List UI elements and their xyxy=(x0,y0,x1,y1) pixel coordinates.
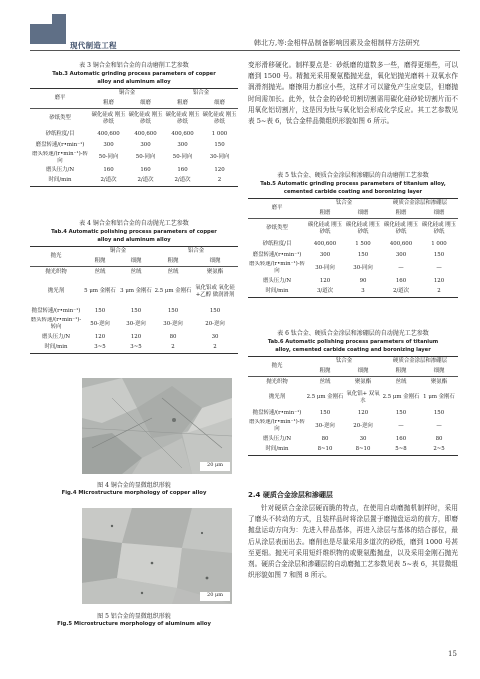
table-cell: 8~10 xyxy=(306,445,344,456)
table4-sub-header: 细抛 xyxy=(192,257,238,267)
table-cell: 3 μm 金刚石 xyxy=(120,288,152,294)
table6-caption-cn: 表 6 钛合金、硬质合金涂层和渗硼层的自动抛光工艺参数 xyxy=(277,330,429,337)
table-cell: 150 xyxy=(209,307,221,314)
table-cell: 30 xyxy=(359,435,367,442)
table-cell: 400,600 xyxy=(97,130,120,137)
table-cell: 120 xyxy=(94,333,106,340)
table-cell: 3~5 xyxy=(118,343,154,354)
header-rule xyxy=(30,50,460,51)
table-row-label: 磨头转速/(r•min⁻¹)-转向 xyxy=(30,317,82,330)
table-cell: 氧化铝+ 双氧水 xyxy=(346,390,380,404)
table-cell: 400,600 xyxy=(134,130,157,137)
table-cell: 160 xyxy=(103,166,114,173)
table-row xyxy=(30,109,238,129)
table-cell: 30-同向 xyxy=(353,264,373,271)
table4-block xyxy=(30,220,238,354)
table-cell: 3 xyxy=(344,287,382,298)
table5-caption-cn: 表 5 钛合金、硬质合金涂层和渗硼层的自动磨削工艺参数 xyxy=(277,172,429,179)
table-cell: 碳化硅或 刚玉砂纸 xyxy=(165,111,200,125)
table-cell: 300 xyxy=(177,141,188,148)
table-row-label: 磨头转速/(r•min⁻¹)-转向 xyxy=(249,261,305,274)
table-row xyxy=(30,343,238,354)
table-cell: 80 xyxy=(169,333,177,340)
table-cell: 300 xyxy=(395,251,407,258)
table-cell: 丝绒 xyxy=(395,378,407,385)
table6-block xyxy=(248,330,458,456)
table-cell: — xyxy=(398,422,404,429)
table4-sub-header: 粗抛 xyxy=(82,257,118,267)
table5 xyxy=(248,198,458,298)
table-cell: 2 xyxy=(192,343,238,354)
table-row-label: 砂纸粒度/目 xyxy=(45,130,75,137)
table6-sub-header: 细抛 xyxy=(344,367,382,377)
table-cell: 碳化硅或 刚玉砂纸 xyxy=(345,221,381,235)
table-cell: 150 xyxy=(395,409,407,416)
figure4-caption-en: Fig.4 Microstructure morphology of copper alloy xyxy=(61,490,207,496)
table6-caption-en-1: Tab.6 Automatic polishing process parameters of titanium xyxy=(267,339,439,345)
table4-group-1: 铜合金 xyxy=(82,247,154,257)
table5-caption-en-1: Tab.5 Automatic grinding process parameters of titanium alloy, xyxy=(260,181,446,187)
table-cell: 150 xyxy=(130,307,142,314)
table-row xyxy=(30,317,238,332)
table-cell: 50-同向 xyxy=(172,154,193,160)
table-row-label: 时间/min xyxy=(248,445,306,456)
table-row xyxy=(30,176,238,187)
table-cell: 120 xyxy=(433,277,445,284)
table-cell: 150 xyxy=(94,307,106,314)
table-row xyxy=(248,388,458,408)
table-row xyxy=(30,278,238,306)
table-cell: 2/道次 xyxy=(164,176,201,187)
table4-caption-en-2: alloy and aluminum alloy xyxy=(97,237,171,243)
table-cell: 碳化硅或 刚玉砂纸 xyxy=(91,111,126,125)
table-cell: 丝绒 xyxy=(94,268,106,275)
table6 xyxy=(248,356,458,456)
table-cell: 碳化硅或 刚玉砂纸 xyxy=(307,221,343,235)
table-cell: 1 000 xyxy=(211,130,228,137)
table-cell: 2.5 μm 金刚石 xyxy=(154,288,192,294)
table-row xyxy=(30,151,238,165)
table4-caption-en-1: Tab.4 Automatic polishing process parameters of copper xyxy=(51,229,217,235)
table-row xyxy=(248,219,458,239)
table-cell: 丝绒 xyxy=(130,268,142,275)
table-cell: 1 000 xyxy=(431,240,447,247)
table-cell: 120 xyxy=(214,166,225,173)
table-cell: 2 xyxy=(201,176,238,187)
table-cell: — xyxy=(436,422,442,429)
running-title: 韩北方,等:金相样品制备影响因素及金相制样方法研究 xyxy=(254,39,420,47)
table-cell: 丝绒 xyxy=(319,378,331,385)
table-cell: 90 xyxy=(359,277,367,284)
table-cell: 160 xyxy=(140,166,151,173)
figure5-micrograph xyxy=(82,508,232,604)
table-cell: 碳化硅或 刚玉砂纸 xyxy=(383,221,419,235)
table3-sub-header: 细磨 xyxy=(201,99,238,109)
table-row-label: 磨头压力/N xyxy=(41,333,71,340)
table-cell: 300 xyxy=(103,141,114,148)
table5-sub-header: 粗磨 xyxy=(382,209,420,219)
table-cell: 150 xyxy=(167,307,179,314)
table-row-label: 磨盘转速/(r•min⁻¹) xyxy=(252,251,302,258)
table-row xyxy=(248,434,458,445)
table-cell: 50-同向 xyxy=(98,154,119,160)
table6-sub-header: 粗抛 xyxy=(306,367,344,377)
table6-stage-header: 抛光 xyxy=(248,357,306,377)
table-cell: 3/道次 xyxy=(306,287,344,298)
table-row xyxy=(248,261,458,276)
figure5-grain-image xyxy=(82,508,232,604)
table-cell: 120 xyxy=(357,409,369,416)
table4-group-2: 铝合金 xyxy=(154,247,238,257)
table-cell: 160 xyxy=(395,435,407,442)
table-row-label: 时间/min xyxy=(30,176,90,187)
table5-caption-en-2: cemented carbide coating and boronizing layer xyxy=(283,189,423,195)
table-cell: 150 xyxy=(433,251,445,258)
table-cell: 120 xyxy=(319,277,331,284)
table-row-label: 磨盘转速/(r•min⁻¹) xyxy=(35,141,85,148)
table-cell: 30-逆向 xyxy=(163,320,183,327)
table5-group-1: 钛合金 xyxy=(306,199,382,209)
table-row xyxy=(248,419,458,434)
table5-stage-header: 磨平 xyxy=(248,199,306,219)
table3 xyxy=(30,88,238,187)
table-row xyxy=(248,287,458,298)
table-row xyxy=(248,250,458,261)
page-number: 15 xyxy=(448,650,457,658)
body-paragraph-titanium: 变形滑移硬化。制样要点是：砂纸磨的道数多一些，磨得更细些，可以磨到 1500 号。精抛光采用聚氨酯抛光盘，氧化铝抛光磨料＋双氧水作润滑剂抛光。磨擦用力都应小些，这样才可以避免产生应变层，但磨抛时间需加长。此外，钛合金的砂轮切割切割需用碳化硅砂轮切割片而不用氧化铝切割片，这是因为钛与氧化铝会形成化学反应。其工艺参数见表 5~表 6，钛合金样品微组织形貌如图 6 所示。 xyxy=(248,61,458,126)
table-cell: 30 xyxy=(211,333,219,340)
table-cell: 20-逆向 xyxy=(205,320,225,327)
table-cell: 80 xyxy=(321,435,329,442)
table-row-label: 磨头转速/(r•min⁻¹)-转向 xyxy=(249,419,305,432)
table-row-label: 时间/min xyxy=(30,343,82,354)
table-cell: 20-逆向 xyxy=(353,422,373,429)
body-paragraph-section-2-4: 针对硬质合金涂层硬而脆的特点，在使用自动磨抛机制样时，采用了磨头不转动的方式，且装样品时将涂层置于磨抛盘运动的前方，即磨抛盘运动方向为：先进入样品基体，再进入涂层与基体的结合部位，最后从涂层表面出去。磨削也是尽量采用多道次的砂纸，磨到 1000 号甚至更细。抛光可采用短纤维织物的或聚氨酯抛盘，以及采用金刚石抛光剂。硬质合金涂层和渗硼层的自动磨抛工艺参数见表 5~表 6，其显微组织形貌如图 7 和图 8 所示。 xyxy=(248,504,458,580)
table-row-label: 砂纸类型 xyxy=(266,225,288,232)
table-row-label: 磨头转速/(r•min⁻¹)-转向 xyxy=(32,150,88,164)
table-cell: 300 xyxy=(319,251,331,258)
table6-caption-en-2: alloy, cemented carbide coating and boronizing layer xyxy=(275,347,431,353)
table-row xyxy=(30,306,238,317)
table-cell: 碳化硅或 刚玉砂纸 xyxy=(202,111,237,125)
table5-sub-header: 细磨 xyxy=(344,209,382,219)
table-cell: 150 xyxy=(357,251,369,258)
table-cell: 2/道次 xyxy=(127,176,164,187)
table3-caption-cn: 表 3 铜合金和铝合金的自动磨削工艺参数 xyxy=(79,62,189,69)
table-row xyxy=(248,276,458,287)
table4-sub-header: 细抛 xyxy=(118,257,154,267)
table-cell: 50-同向 xyxy=(135,154,156,160)
table-cell: 2.5 μm 金刚石 xyxy=(306,394,344,400)
table-row-label: 砂纸粒度/目 xyxy=(262,240,292,247)
table-cell: 160 xyxy=(395,277,407,284)
table-cell: 聚氨酯 xyxy=(430,378,448,385)
table-cell: 聚氨酯 xyxy=(354,378,372,385)
figure5-caption-en: Fig.5 Microstructure morphology of aluminum alloy xyxy=(57,621,211,627)
table-cell: 150 xyxy=(214,141,225,148)
section-heading: 2.4 硬质合金涂层和渗硼层 xyxy=(248,491,333,499)
table-row-label: 磨头压力/N xyxy=(262,277,292,284)
table3-caption-en-2: alloy and aluminum alloy xyxy=(97,79,171,85)
figure4-scale-bar: 20 μm xyxy=(200,462,230,471)
table5-sub-header: 细磨 xyxy=(420,209,458,219)
table-cell: 400,600 xyxy=(313,240,337,247)
table-cell: — xyxy=(398,264,404,271)
table-cell: 2/道次 xyxy=(382,287,420,298)
table-cell: 8~10 xyxy=(344,445,382,456)
table5-group-2: 硬质合金涂层和渗硼层 xyxy=(382,199,458,209)
journal-logo xyxy=(30,24,66,44)
table-cell: 30-逆向 xyxy=(315,422,335,429)
table3-caption-en-1: Tab.3 Automatic grinding process parameters of copper xyxy=(52,71,216,77)
table-cell: 2~5 xyxy=(420,445,458,456)
table-cell: 150 xyxy=(433,409,445,416)
table-cell: 120 xyxy=(130,333,142,340)
table-row-label: 时间/min xyxy=(248,287,306,298)
table-row-label: 抛光剂 xyxy=(47,288,65,294)
table-cell: 30-同向 xyxy=(315,264,335,271)
table5-block xyxy=(248,172,458,298)
figure5-caption-cn: 图 5 铝合金的显微组织形貌 xyxy=(97,613,171,620)
table-cell: 300 xyxy=(140,141,151,148)
table-row xyxy=(30,140,238,151)
table-cell: 聚氨酯 xyxy=(206,268,224,275)
table-row xyxy=(30,129,238,140)
table-cell: 1 μm 金刚石 xyxy=(423,394,455,400)
table-row xyxy=(248,239,458,250)
table-cell: 2 xyxy=(420,287,458,298)
table-row xyxy=(248,445,458,456)
table-row-label: 砂纸类型 xyxy=(49,115,71,122)
table-row xyxy=(248,377,458,388)
table-row-label: 抛光织物 xyxy=(266,378,288,385)
table-cell: 氧化铝或 氧化硅+乙醇 做润滑剂 xyxy=(195,284,235,298)
table-cell: 80 xyxy=(435,435,443,442)
table-row-label: 抛光剂 xyxy=(268,394,286,400)
table6-group-1: 钛合金 xyxy=(306,357,382,367)
table4-sub-header: 粗抛 xyxy=(154,257,192,267)
table-cell: 1 500 xyxy=(355,240,371,247)
table3-stage-header: 磨平 xyxy=(30,89,90,109)
table-cell: 400,600 xyxy=(171,130,194,137)
table3-sub-header: 细磨 xyxy=(127,99,164,109)
figure4-grain-image xyxy=(82,378,232,474)
table4-stage-header: 抛光 xyxy=(30,247,82,267)
table-row-label: 磨头压力/N xyxy=(262,435,292,442)
table-row xyxy=(30,165,238,176)
table-cell: 3~5 xyxy=(82,343,118,354)
table4-caption-cn: 表 4 铜合金和铝合金的自动抛光工艺参数 xyxy=(79,220,189,227)
table-cell: 2 xyxy=(154,343,192,354)
table4 xyxy=(30,246,238,354)
table6-group-2: 硬质合金涂层和渗硼层 xyxy=(382,357,458,367)
figure4-micrograph xyxy=(82,378,232,474)
table5-sub-header: 粗磨 xyxy=(306,209,344,219)
journal-name: 现代制造工程 xyxy=(70,41,117,50)
table-cell: 5 μm 金刚石 xyxy=(84,288,116,294)
table3-sub-header: 粗磨 xyxy=(164,99,201,109)
table-row-label: 磨头压力/N xyxy=(45,166,75,173)
table-cell: 2/道次 xyxy=(90,176,127,187)
table-cell: — xyxy=(436,264,442,271)
journal-logo-notch xyxy=(52,14,66,24)
table-cell: 30-逆向 xyxy=(126,320,146,327)
table-cell: 5~8 xyxy=(382,445,420,456)
table3-sub-header: 粗磨 xyxy=(90,99,127,109)
table-cell: 碳化硅或 刚玉砂纸 xyxy=(421,221,457,235)
table-cell: 碳化硅或 刚玉砂纸 xyxy=(128,111,163,125)
table-row xyxy=(248,408,458,419)
table-row-label: 抛盘转速/(r•min⁻¹) xyxy=(31,307,81,314)
table6-sub-header: 粗抛 xyxy=(382,367,420,377)
table3-block xyxy=(30,62,238,187)
table6-sub-header: 细抛 xyxy=(420,367,458,377)
table-cell: 2.5 μm 金刚石 xyxy=(382,394,420,400)
table-row-label: 抛光织物 xyxy=(45,268,67,275)
table3-group-1: 铜合金 xyxy=(90,89,164,99)
table-row xyxy=(30,267,238,278)
table-cell: 400,600 xyxy=(389,240,413,247)
table-cell: 50-逆向 xyxy=(90,320,110,327)
table-row xyxy=(30,332,238,343)
figure4-caption-cn: 图 4 铜合金的显微组织形貌 xyxy=(97,482,171,489)
table-cell: 160 xyxy=(177,166,188,173)
table3-group-2: 铝合金 xyxy=(164,89,238,99)
table-cell: 150 xyxy=(319,409,331,416)
table-cell: 丝绒 xyxy=(167,268,179,275)
table-cell: 30-同向 xyxy=(209,154,230,160)
figure5-scale-bar: 20 μm xyxy=(200,592,230,601)
table-row-label: 抛盘转速/(r•min⁻¹) xyxy=(252,409,302,416)
